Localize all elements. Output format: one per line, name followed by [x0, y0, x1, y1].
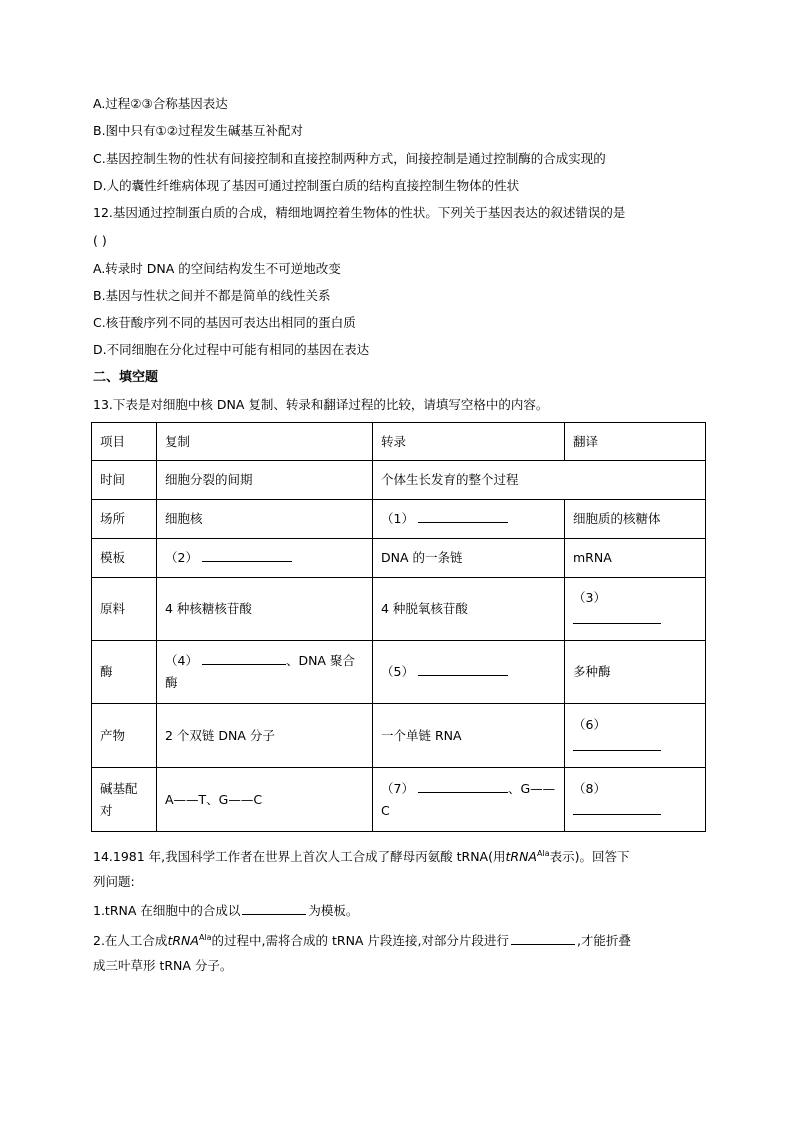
blank-6[interactable]	[573, 738, 661, 751]
material-replication: 4 种核糖核苷酸	[157, 578, 373, 641]
trna-symbol: tRNA	[167, 933, 199, 949]
row-label-site: 场所	[92, 500, 157, 539]
blank-number: （6）	[573, 716, 606, 732]
q12-option-c: C.核苷酸序列不同的基因可表达出相同的蛋白质	[93, 315, 356, 330]
row-label-enzyme: 酶	[92, 641, 157, 704]
row-label-template: 模板	[92, 539, 157, 578]
template-replication	[157, 539, 373, 578]
q14-sub1-text: 1.tRNA 在细胞中的合成以	[93, 903, 241, 918]
blank-4[interactable]	[202, 652, 286, 665]
table-row-product	[92, 704, 706, 768]
blank-number: （2）	[165, 550, 198, 565]
blank-7[interactable]	[418, 780, 508, 793]
pairing-translation	[565, 768, 706, 832]
trna-superscript: Ala	[536, 849, 550, 858]
row-label-material: 原料	[92, 578, 157, 641]
site-transcription	[373, 500, 565, 539]
blank-number: （8）	[573, 780, 606, 796]
q14-sub2-cont: 成三叶草形 tRNA 分子。	[93, 958, 233, 973]
enzyme-transcription	[373, 641, 565, 704]
q14-sub2-text: 的过程中,需将合成的 tRNA 片段连接,对部分片段进行	[211, 933, 509, 949]
q14-blank-1[interactable]	[242, 902, 306, 915]
row-label-product: 产物	[92, 704, 157, 768]
blank-number: （3）	[573, 590, 606, 605]
pairing-replication: A——T、G——C	[157, 768, 373, 832]
pairing-transcription-text: 、G——	[507, 780, 556, 796]
q14-sub2-text: 2.在人工合成	[93, 933, 168, 949]
pairing-transcription-wrap: C	[381, 802, 390, 818]
site-translation: 细胞质的核糖体	[565, 500, 706, 539]
row-label-pairing-a: 碱基配	[100, 780, 138, 796]
header-replication: 复制	[157, 423, 373, 461]
q14-sub1	[93, 902, 358, 919]
template-translation: mRNA	[565, 539, 706, 578]
table-row-material	[92, 578, 706, 641]
time-replication: 细胞分裂的间期	[157, 461, 373, 500]
q12-answer-paren: ( )	[93, 233, 107, 248]
site-replication: 细胞核	[157, 500, 373, 539]
q14-stem	[93, 846, 629, 865]
q12-option-b: B.基因与性状之间并不都是简单的线性关系	[93, 288, 331, 303]
enzyme-replication-text-wrap: 酶	[165, 675, 178, 690]
trna-symbol: tRNA	[505, 849, 537, 865]
product-transcription: 一个单链 RNA	[373, 704, 565, 768]
q14-stem-cont: 列问题:	[93, 874, 135, 889]
blank-3[interactable]	[573, 611, 661, 624]
q14-sub2	[93, 930, 631, 949]
trna-superscript: Ala	[198, 933, 212, 942]
template-transcription: DNA 的一条链	[373, 539, 565, 578]
section-heading: 二、填空题	[93, 370, 159, 385]
blank-number: （4）	[165, 653, 198, 668]
blank-2[interactable]	[202, 549, 292, 562]
table-row-template	[92, 539, 706, 578]
q11-option-c: C.基因控制生物的性状有间接控制和直接控制两种方式，间接控制是通过控制酶的合成实现的	[93, 151, 606, 166]
material-translation	[565, 578, 706, 641]
q11-option-a: A.过程②③合称基因表达	[93, 96, 228, 111]
row-label-pairing	[92, 768, 157, 832]
q14-blank-2[interactable]	[511, 932, 575, 945]
q12-stem: 12.基因通过控制蛋白质的合成，精细地调控着生物体的性状。下列关于基因表达的叙述错误的是	[93, 205, 626, 220]
enzyme-replication-text: 、DNA 聚合	[285, 653, 355, 668]
q14-stem-part: 表示)。回答下	[549, 849, 630, 865]
time-transcription-translation: 个体生长发育的整个过程	[373, 461, 706, 500]
blank-number: （7）	[381, 780, 414, 796]
blank-1[interactable]	[418, 510, 508, 523]
q12-option-d: D.不同细胞在分化过程中可能有相同的基因在表达	[93, 342, 370, 357]
table-row-pairing	[92, 768, 706, 832]
q12-option-a: A.转录时 DNA 的空间结构发生不可逆地改变	[93, 261, 341, 276]
q14-sub1-text: 为模板。	[308, 903, 359, 918]
q11-option-b: B.图中只有①②过程发生碱基互补配对	[93, 123, 303, 138]
table-row-site	[92, 500, 706, 539]
blank-number: （5）	[381, 664, 414, 679]
q14-sub2-text: ,才能折叠	[576, 933, 631, 949]
row-label-pairing-b: 对	[100, 802, 113, 818]
comparison-table	[91, 422, 706, 832]
material-transcription: 4 种脱氧核苷酸	[373, 578, 565, 641]
header-item: 项目	[92, 423, 157, 461]
blank-5[interactable]	[418, 663, 508, 676]
q11-option-d: D.人的囊性纤维病体现了基因可通过控制蛋白质的结构直接控制生物体的性状	[93, 178, 520, 193]
enzyme-replication	[157, 641, 373, 704]
q13-stem: 13.下表是对细胞中核 DNA 复制、转录和翻译过程的比较，请填写空格中的内容。	[93, 397, 549, 412]
header-transcription: 转录	[373, 423, 565, 461]
enzyme-translation: 多种酶	[565, 641, 706, 704]
product-replication: 2 个双链 DNA 分子	[157, 704, 373, 768]
pairing-transcription	[373, 768, 565, 832]
row-label-time: 时间	[92, 461, 157, 500]
blank-number: （1）	[381, 511, 414, 526]
q14-stem-part: 14.1981 年,我国科学工作者在世界上首次人工合成了酵母丙氨酸 tRNA(用	[93, 849, 506, 865]
product-translation	[565, 704, 706, 768]
blank-8[interactable]	[573, 802, 661, 815]
header-translation: 翻译	[565, 423, 706, 461]
table-header-row	[92, 423, 706, 461]
table-row-enzyme	[92, 641, 706, 704]
table-row-time	[92, 461, 706, 500]
